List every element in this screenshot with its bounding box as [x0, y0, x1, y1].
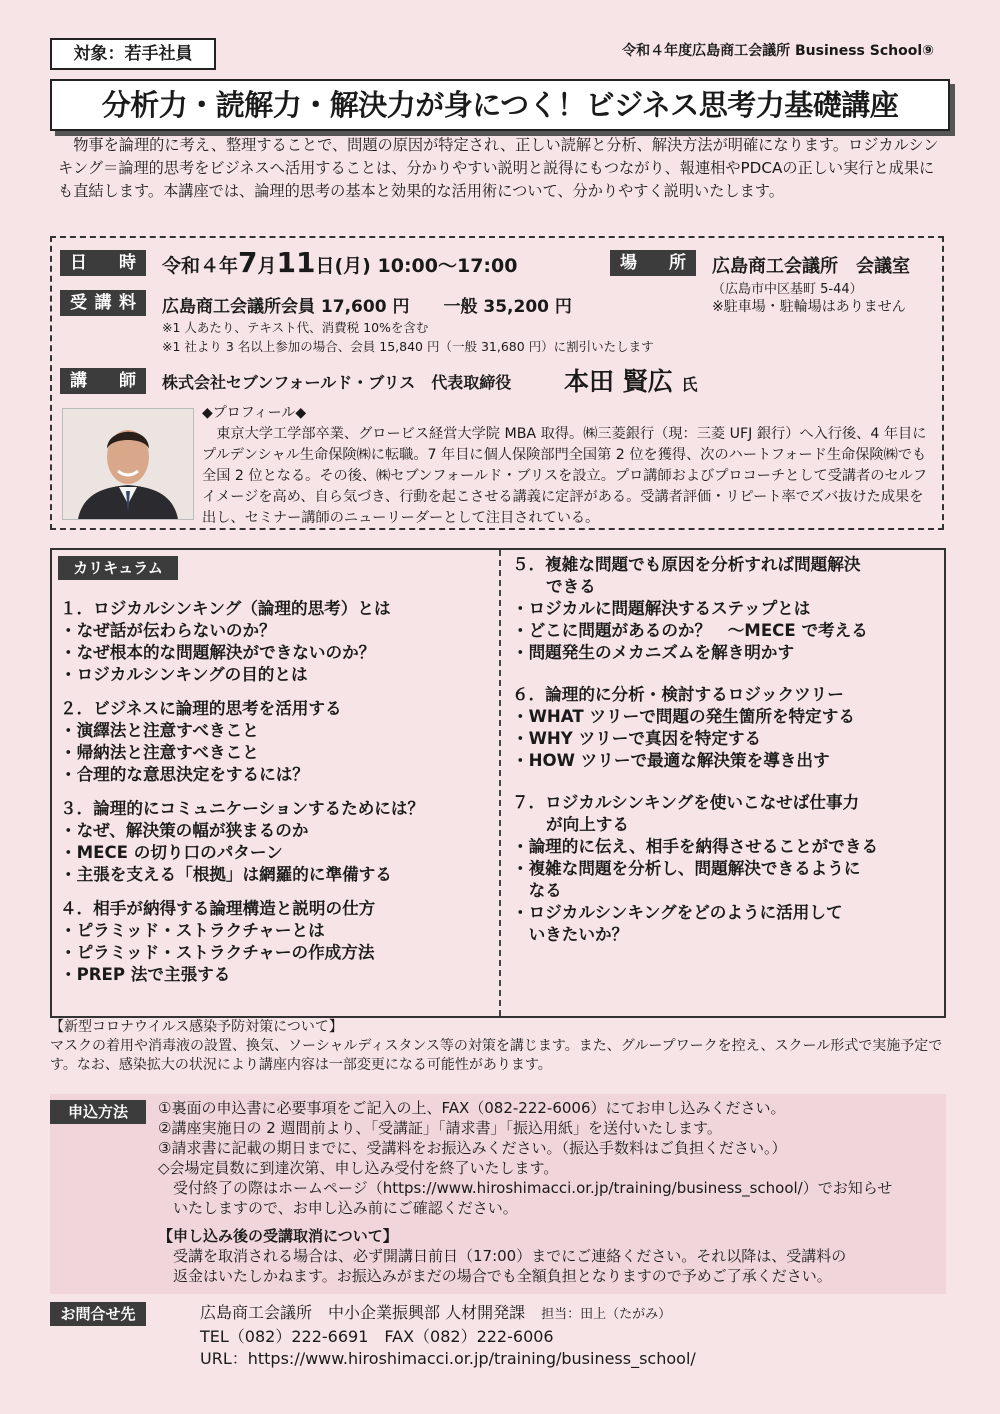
application-line: ①裏面の申込書に必要事項をご記入の上、FAX（082-222-6006）にてお申し込みください。 [158, 1099, 786, 1117]
section-title: ６．論理的に分析・検討するロジックツリー [512, 685, 844, 704]
section-item: ・論理的に伝え、相手を納得させることができる [512, 837, 879, 856]
page-title: 分析力・読解力・解決力が身につく！ビジネス思考力基礎講座 [50, 79, 950, 131]
section-title: ７．ロジカルシンキングを使いこなせば仕事力 [512, 793, 860, 812]
profile-heading: ◆プロフィール◆ [202, 405, 307, 421]
section-item: ・PREP 法で主張する [60, 965, 231, 984]
section-item: ・ロジカルシンキングをどのように活用して [512, 903, 843, 922]
section-item: ・主張を支える「根拠」は網羅的に準備する [60, 865, 392, 884]
contact-fax: FAX（082）222-6006 [384, 1327, 554, 1346]
fee-note-2: ※1 社より 3 名以上参加の場合、会員 15,840 円（一般 31,680 円）に割引いたします [162, 339, 654, 354]
section-title: ２．ビジネスに論理的思考を活用する [60, 699, 342, 718]
section-item: ・ピラミッド・ストラクチャーの作成方法 [60, 943, 375, 962]
curriculum-right-column [512, 554, 942, 958]
place-address: （広島市中区基町 5-44） [712, 282, 863, 297]
lecturer-photo [62, 408, 194, 520]
curriculum-section-2 [60, 698, 490, 786]
school-series-label: 令和４年度広島商工会議所 Business School⑨ [622, 43, 934, 59]
application-instructions [158, 1098, 892, 1286]
section-item: ・ピラミッド・ストラクチャーとは [60, 921, 325, 940]
section-item: ・帰納法と注意すべきこと [60, 743, 259, 762]
lecturer-company: 株式会社セブンフォールド・ブリス 代表取締役 [162, 373, 512, 392]
application-block [50, 1094, 946, 1294]
section-item: いきたいか？ [512, 925, 629, 944]
target-audience-badge: 対象：若手社員 [50, 38, 216, 70]
section-item: ・なぜ、解決策の幅が狭まるのか [60, 821, 309, 840]
section-item: ・ロジカルに問題解決するステップとは [512, 599, 811, 618]
profile-text: 東京大学工学部卒業、グロービス経営大学院 MBA 取得。㈱三菱銀行（現：三菱 UFJ 銀行）へ入行後、4 年目にプルデンシャル生命保険㈱に転職。7 年目に個人保険部門全国第 2 位を獲得、次のハートフォード生命保険㈱でも全国 2 位となる。その後、㈱セブンフォールド・ブリスを設立。プロ講師およびプロコーチとして受講者のセルフイメージを高め、自ら気づき、行動を起こさせる講義に定評がある。受講者評価・リピート率でズバ抜けた成果を出し、セミナー講師のニューリーダーとして注目されている。 [202, 426, 928, 526]
application-line: いたしますので、お申し込み前にご確認ください。 [158, 1199, 518, 1217]
contact-url[interactable]: URL：https://www.hiroshimacci.or.jp/training/business_school/ [200, 1349, 696, 1368]
date-value: 令和４年7月11日(月) 10:00〜17:00 [162, 246, 518, 279]
curriculum-section-6 [512, 684, 942, 772]
covid-notice [50, 1018, 946, 1075]
section-item: なる [512, 881, 562, 900]
cancel-title: 【申し込み後の受講取消について】 [158, 1227, 398, 1245]
section-title-cont: が向上する [546, 815, 629, 834]
contact-info [200, 1302, 696, 1370]
contact-label: お問合せ先 [50, 1302, 146, 1326]
section-item: ・複雑な問題を分析し、問題解決できるように [512, 859, 861, 878]
section-title: ５．複雑な問題でも原因を分析すれば問題解決 [512, 555, 861, 574]
curriculum-left-column [60, 598, 490, 998]
application-label: 申込方法 [50, 1100, 146, 1124]
section-title-cont: できる [546, 577, 596, 596]
course-info-box [50, 236, 944, 530]
application-line: ◇会場定員数に到達次第、申し込み受付を終了いたします。 [158, 1159, 559, 1177]
fee-value: 広島商工会議所会員 17,600 円 一般 35,200 円 [162, 297, 572, 317]
section-item: ・なぜ根本的な問題解決ができないのか？ [60, 643, 376, 662]
covid-notice-text: マスクの着用や消毒液の設置、換気、ソーシャルディスタンス等の対策を講じます。また、グループワークを控え、スクール形式で実施予定です。なお、感染拡大の状況により講座内容は一部変更になる可能性があります。 [50, 1038, 943, 1073]
section-item: ・なぜ話が伝わらないのか？ [60, 621, 276, 640]
section-item: ・ロジカルシンキングの目的とは [60, 665, 308, 684]
section-title: ３．論理的にコミュニケーションするためには？ [60, 799, 425, 818]
place-label: 場 所 [610, 250, 696, 276]
place-name: 広島商工会議所 会議室 [712, 256, 910, 277]
contact-person: 担当：田上（たがみ） [541, 1307, 672, 1322]
curriculum-divider [499, 550, 501, 1016]
section-item: ・HOW ツリーで最適な解決策を導き出す [512, 751, 830, 770]
section-item: ・どこに問題があるのか？ 〜MECE で考える [512, 621, 868, 640]
application-line: ③請求書に記載の期日までに、受講料をお振込みください。（振込手数料はご負担ください。） [158, 1139, 787, 1157]
curriculum-box [50, 548, 946, 1018]
section-title: １．ロジカルシンキング（論理的思考）とは [60, 599, 391, 618]
lecturer-name: 本田 賢広 氏 [564, 367, 698, 396]
curriculum-section-1 [60, 598, 490, 686]
section-item: ・MECE の切り口のパターン [60, 843, 283, 862]
fee-note-1: ※1 人あたり、テキスト代、消費税 10%を含む [162, 320, 429, 335]
curriculum-label: カリキュラム [58, 556, 178, 580]
application-line: ②講座実施日の 2 週間前より、「受講証」「請求書」「振込用紙」を送付いたします。 [158, 1119, 722, 1137]
date-label: 日 時 [60, 250, 146, 276]
section-item: ・WHAT ツリーで問題の発生箇所を特定する [512, 707, 855, 726]
contact-tel: TEL（082）222-6691 [200, 1327, 369, 1346]
section-item: ・演繹法と注意すべきこと [60, 721, 259, 740]
fee-label: 受講料 [60, 290, 146, 316]
place-note: ※駐車場・駐輪場はありません [712, 299, 906, 315]
curriculum-section-4 [60, 898, 490, 986]
section-title: ４．相手が納得する論理構造と説明の仕方 [60, 899, 376, 918]
lecturer-label: 講 師 [60, 368, 146, 394]
curriculum-section-3 [60, 798, 490, 886]
cancel-line: 受講を取消される場合は、必ず開講日前日（17:00）までにご連絡ください。それ以降は、受講料の [158, 1247, 847, 1265]
application-line: 受付終了の際はホームページ（https://www.hiroshimacci.or.jp/training/business_school/）でお知らせ [158, 1179, 893, 1197]
contact-org: 広島商工会議所 中小企業振興部 人材開発課 [200, 1303, 526, 1322]
cancel-line: 返金はいたしかねます。お振込みがまだの場合でも全額負担となりますので予めご了承ください。 [158, 1267, 832, 1285]
section-item: ・問題発生のメカニズムを解き明かす [512, 643, 795, 662]
section-item: ・WHY ツリーで真因を特定する [512, 729, 762, 748]
curriculum-section-5 [512, 554, 942, 664]
curriculum-section-7 [512, 792, 942, 946]
intro-paragraph: 物事を論理的に考え、整理することで、問題の原因が特定され、正しい読解と分析、解決方法が明確になります。ロジカルシンキング＝論理的思考をビジネスへ活用することは、分かりやすい説明と説得にもつながり、報連相やPDCAの正しい実行と成果にも直結します。本講座では、論理的思考の基本と効果的な活用術について、分かりやすく説明いたします。 [58, 136, 939, 200]
section-item: ・合理的な意思決定をするには？ [60, 765, 309, 784]
covid-notice-title: 【新型コロナウイルス感染予防対策について】 [50, 1019, 343, 1035]
